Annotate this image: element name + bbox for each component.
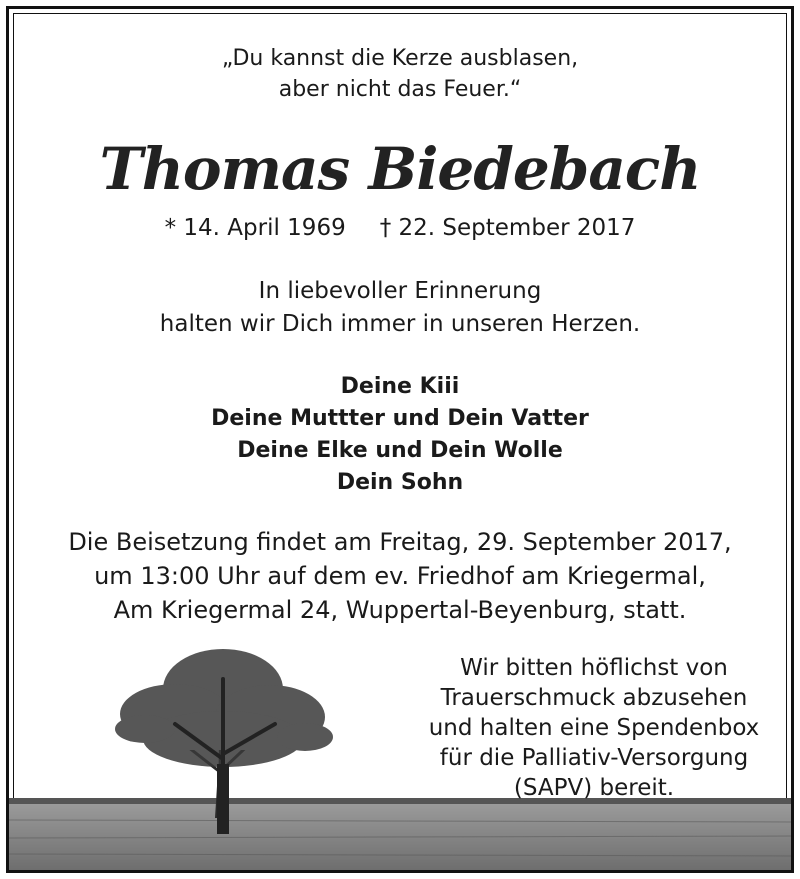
request-line: Wir bitten höflichst von bbox=[460, 655, 728, 681]
life-dates bbox=[9, 215, 791, 241]
memorial-line: In liebevoller Erinnerung bbox=[258, 278, 542, 304]
death-date: † 22. September 2017 bbox=[379, 215, 636, 241]
quote-line: „Du kannst die Kerze ausblasen, bbox=[221, 46, 579, 71]
family-line: Deine Kiii bbox=[340, 374, 460, 399]
birth-date: * 14. April 1969 bbox=[164, 215, 346, 241]
quote bbox=[9, 43, 791, 105]
family-line: Deine Elke und Dein Wolle bbox=[237, 438, 563, 463]
funeral-line: Die Beisetzung findet am Freitag, 29. September 2017, bbox=[68, 528, 732, 556]
donation-request bbox=[399, 653, 789, 803]
funeral-line: Am Kriegermal 24, Wuppertal-Beyenburg, statt. bbox=[113, 596, 687, 624]
obituary-card bbox=[6, 6, 794, 873]
funeral-line: um 13:00 Uhr auf dem ev. Friedhof am Kriegermal, bbox=[94, 562, 706, 590]
memorial-line: halten wir Dich immer in unseren Herzen. bbox=[159, 311, 641, 337]
request-line: (SAPV) bereit. bbox=[513, 775, 675, 801]
quote-line: aber nicht das Feuer.“ bbox=[278, 77, 522, 102]
family-line: Dein Sohn bbox=[336, 470, 464, 495]
family-line: Deine Muttter und Dein Vatter bbox=[211, 406, 589, 431]
request-line: Trauerschmuck abzusehen bbox=[440, 685, 748, 711]
request-line: für die Palliativ-Versorgung bbox=[439, 745, 749, 771]
family-signatures bbox=[9, 371, 791, 499]
deceased-name: Thomas Biedebach bbox=[99, 135, 701, 203]
memorial-text bbox=[9, 275, 791, 341]
request-line: und halten eine Spendenbox bbox=[428, 715, 760, 741]
tree-icon bbox=[105, 629, 341, 839]
funeral-notice bbox=[9, 525, 791, 627]
